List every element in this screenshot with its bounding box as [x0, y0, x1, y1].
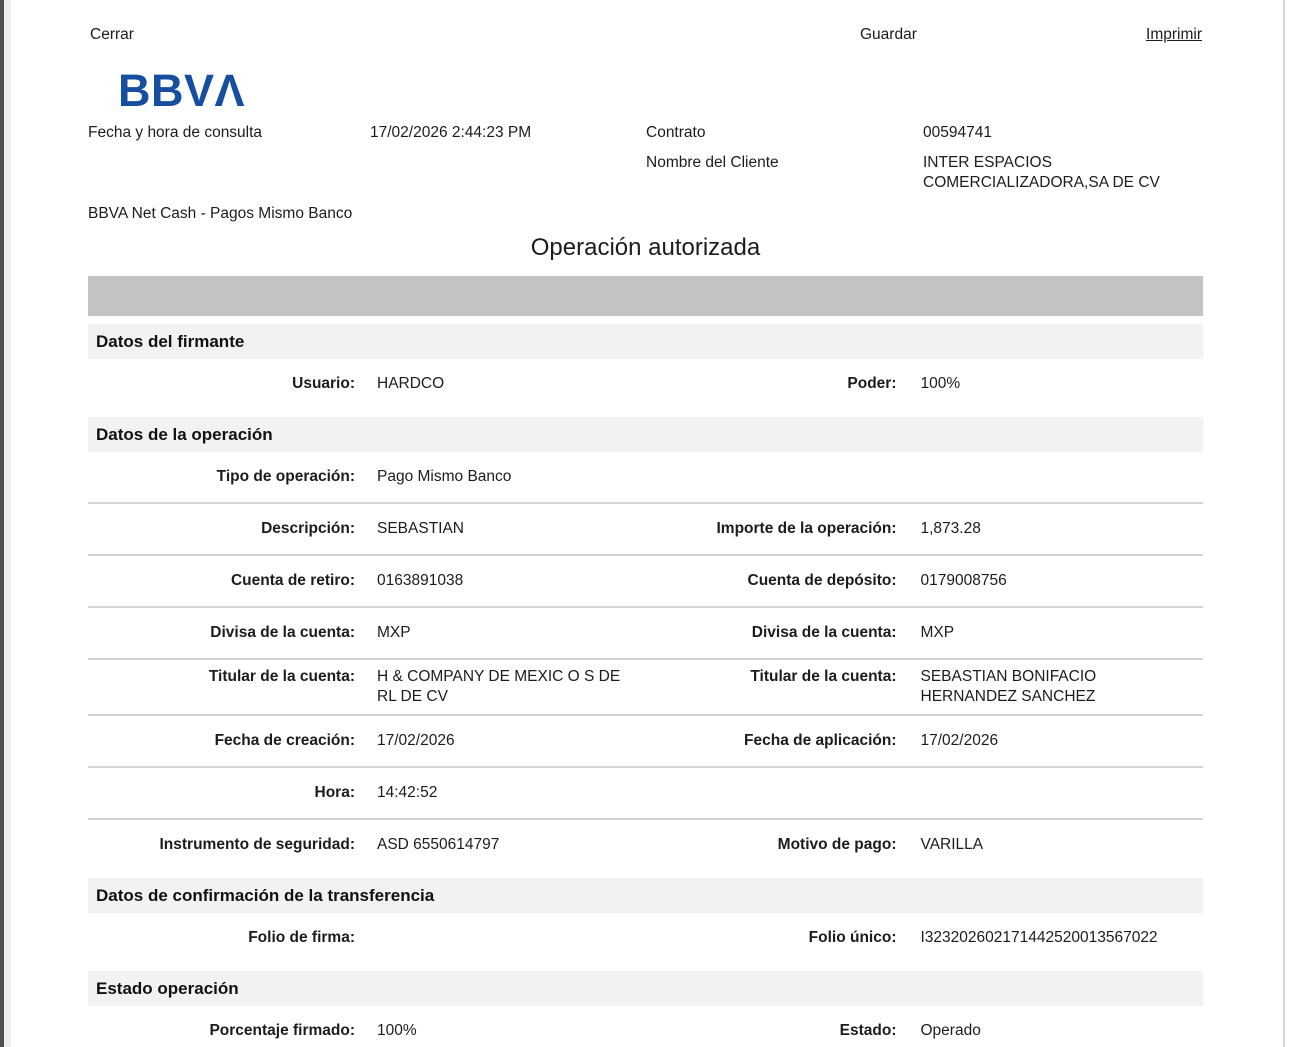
field-label: Tipo de operación:	[216, 468, 355, 485]
field-label: Hora:	[314, 784, 355, 801]
row-tipo-operacion	[88, 452, 1203, 502]
field-value	[377, 928, 629, 948]
page-title: Operación autorizada	[530, 234, 761, 261]
row-cuentas	[88, 554, 1203, 606]
field-value: 1,873.28	[920, 520, 981, 537]
field-titular-retiro	[88, 667, 646, 707]
gray-divider-bar	[88, 276, 1203, 316]
section-heading-estado: Estado operación	[88, 971, 1203, 1006]
row-instrumento-motivo	[88, 818, 1203, 870]
field-label: Estado:	[839, 1022, 897, 1039]
field-label: Usuario:	[292, 375, 355, 392]
field-instrumento-seguridad	[88, 835, 646, 855]
field-label: Folio de firma:	[248, 929, 355, 946]
row-usuario-poder	[88, 359, 1203, 409]
field-value: 0179008756	[920, 572, 1007, 589]
field-poder	[646, 374, 1204, 394]
cliente-label: Nombre del Cliente	[646, 154, 779, 171]
consulta-value: 17/02/2026 2:44:23 PM	[370, 124, 532, 141]
field-value: Pago Mismo Banco	[377, 468, 512, 485]
field-label: Importe de la operación:	[716, 520, 897, 537]
field-cuenta-retiro	[88, 571, 646, 591]
contrato-label: Contrato	[646, 124, 706, 141]
field-cuenta-deposito	[646, 571, 1204, 591]
field-value: 17/02/2026	[920, 732, 999, 749]
field-label: Instrumento de seguridad:	[159, 836, 355, 853]
field-value: MXP	[377, 624, 411, 641]
field-label: Motivo de pago:	[777, 836, 897, 853]
field-label: Titular de la cuenta:	[750, 668, 897, 685]
field-value: SEBASTIAN	[377, 520, 464, 537]
contrato-value: 00594741	[923, 124, 992, 141]
bbva-logo: BBVΛ	[118, 65, 246, 116]
field-divisa-deposito	[646, 623, 1204, 643]
document-page	[88, 0, 1203, 1047]
field-value: 0163891038	[377, 572, 464, 589]
field-label: Cuenta de depósito:	[747, 572, 897, 589]
field-label: Cuenta de retiro:	[230, 572, 355, 589]
field-value: VARILLA	[920, 836, 984, 853]
field-porcentaje-firmado	[88, 1021, 646, 1041]
field-label: Divisa de la cuenta:	[751, 624, 897, 641]
field-label: Folio único:	[808, 929, 897, 946]
row-descripcion-importe	[88, 502, 1203, 554]
field-label: Descripción:	[261, 520, 355, 537]
meta-row-consulta-contrato	[88, 123, 1203, 143]
field-value: 14:42:52	[377, 784, 438, 801]
page-left-edge-light	[4, 0, 11, 1047]
toolbar	[88, 26, 1203, 45]
section-heading-confirmacion: Datos de confirmación de la transferencia	[88, 878, 1203, 913]
field-value: MXP	[920, 624, 955, 641]
field-value: 100%	[920, 375, 961, 392]
field-titular-deposito	[646, 667, 1204, 707]
consulta-label: Fecha y hora de consulta	[88, 124, 263, 141]
field-divisa-retiro	[88, 623, 646, 643]
close-link[interactable]: Cerrar	[90, 26, 134, 43]
row-divisas	[88, 606, 1203, 658]
field-motivo-pago	[646, 835, 1204, 855]
field-label: Fecha de creación:	[214, 732, 355, 749]
field-label: Fecha de aplicación:	[744, 732, 897, 749]
meta-row-cliente	[88, 153, 1203, 193]
page-right-edge-line	[1283, 0, 1285, 1047]
field-estado	[646, 1021, 1204, 1041]
field-value: H & COMPANY DE MEXIC O S DE RL DE CV	[377, 668, 621, 705]
field-value: 100%	[377, 1022, 417, 1039]
print-link[interactable]: Imprimir	[1146, 26, 1202, 43]
field-label: Poder:	[847, 375, 897, 392]
field-label: Titular de la cuenta:	[208, 668, 355, 685]
section-heading-operacion: Datos de la operación	[88, 417, 1203, 452]
field-folio-firma	[88, 928, 646, 948]
field-descripcion	[88, 519, 646, 539]
field-label: Divisa de la cuenta:	[210, 624, 355, 641]
field-usuario	[88, 374, 646, 394]
field-value: HARDCO	[377, 375, 445, 392]
field-fecha-creacion	[88, 731, 646, 751]
row-fechas	[88, 714, 1203, 766]
field-tipo-operacion	[88, 467, 646, 487]
row-titulares	[88, 658, 1203, 714]
field-value: Operado	[920, 1022, 981, 1039]
section-heading-firmante: Datos del firmante	[88, 324, 1203, 359]
cliente-value: INTER ESPACIOS COMERCIALIZADORA,SA DE CV	[923, 154, 1160, 191]
field-importe	[646, 519, 1204, 539]
header-meta	[88, 123, 1203, 193]
field-folio-unico	[646, 928, 1204, 948]
field-value: SEBASTIAN BONIFACIO HERNANDEZ SANCHEZ	[920, 668, 1097, 705]
app-name: BBVA Net Cash - Pagos Mismo Banco	[88, 205, 353, 222]
field-value: I323202602171442520013567022	[920, 929, 1158, 946]
field-label: Porcentaje firmado:	[209, 1022, 355, 1039]
row-folios	[88, 913, 1203, 963]
save-link[interactable]: Guardar	[860, 26, 917, 43]
field-hora	[88, 783, 646, 803]
field-value: 17/02/2026	[377, 732, 455, 749]
row-hora	[88, 766, 1203, 818]
row-porcentaje-estado	[88, 1006, 1203, 1047]
field-value: ASD 6550614797	[377, 836, 500, 853]
field-fecha-aplicacion	[646, 731, 1204, 751]
